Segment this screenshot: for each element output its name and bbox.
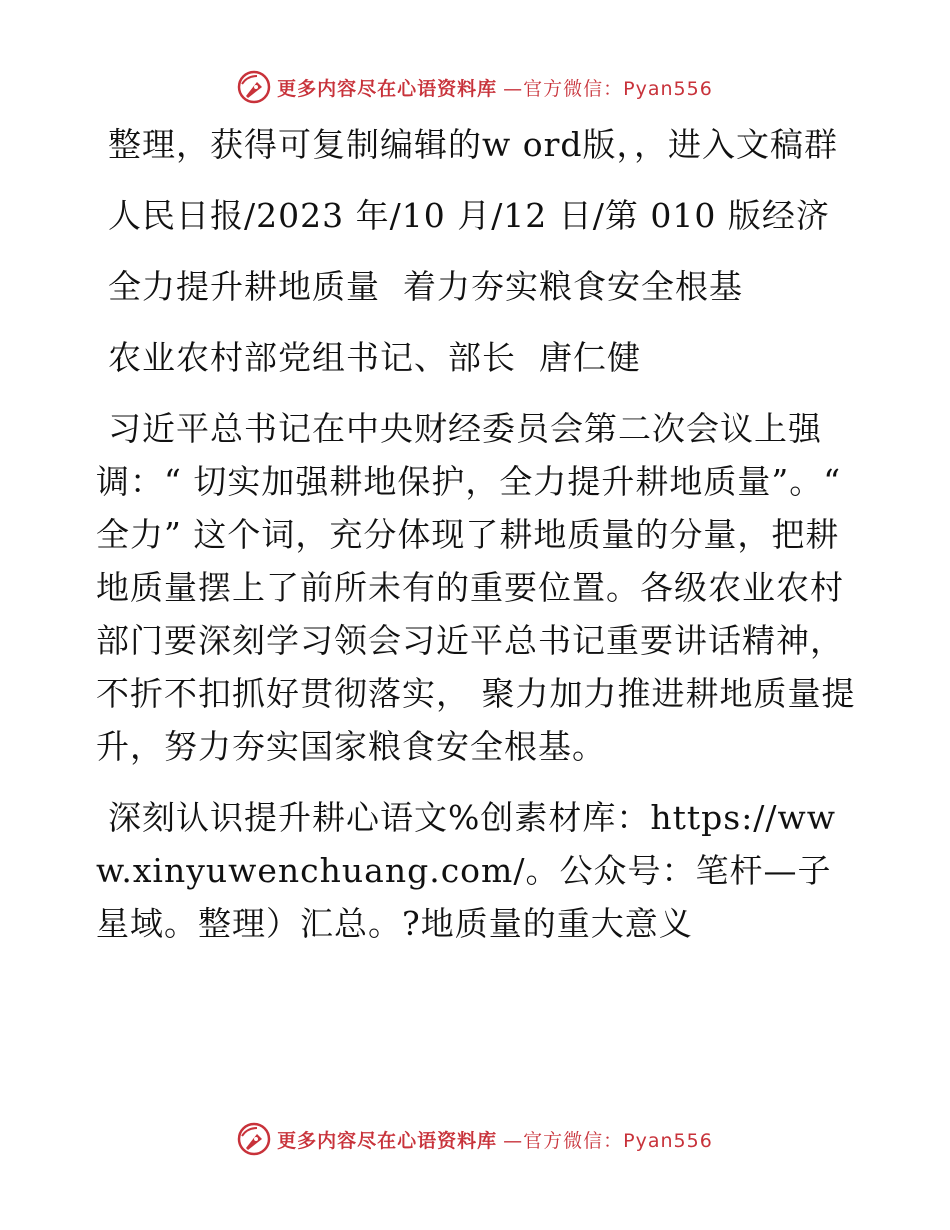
pen-nib-logo-icon (237, 1122, 271, 1156)
source-line: 人民日报/2023 年/10 月/12 日/第 010 版经济 (108, 196, 830, 235)
body-paragraph: 习近平总书记在中央财经委员会第二次会议上强调：“ 切实加强耕地保护，全力提升耕地质量”。“ 全力” 这个词，充分体现了耕地质量的分量，把耕地质量摆上了前所未有的重要位置。各级农业农村部门要深刻学习领会习近平总书记重要讲话精神， 不折不扣抓好贯彻落实， 聚力加力推进耕地质量提升，努力夯实国家粮食安全根基。 (96, 409, 856, 766)
header-contact-label: —官方微信：Pyan556 (503, 77, 713, 100)
footer-banner (0, 1122, 950, 1156)
author-line: 农业农村部党组书记、部长 唐仁健 (108, 338, 641, 377)
header-banner (0, 70, 950, 104)
footer-site-label[interactable]: 更多内容尽在心语资料库 (277, 1129, 498, 1152)
section-heading-line: 深刻认识提升耕心语文%创素材库：https://www.xinyuwenchuang.com/。公众号：笔杆—子星域。整理）汇总。?地质量的重大意义 (96, 798, 837, 943)
pen-nib-logo-icon (237, 70, 271, 104)
article-title: 全力提升耕地质量 着力夯实粮食安全根基 (108, 267, 743, 306)
header-site-label[interactable]: 更多内容尽在心语资料库 (277, 77, 498, 100)
intro-paragraph: 整理，获得可复制编辑的w ord版，，进入文稿群 (108, 125, 839, 164)
document-body (96, 118, 856, 968)
footer-contact-label: —官方微信：Pyan556 (503, 1129, 713, 1152)
